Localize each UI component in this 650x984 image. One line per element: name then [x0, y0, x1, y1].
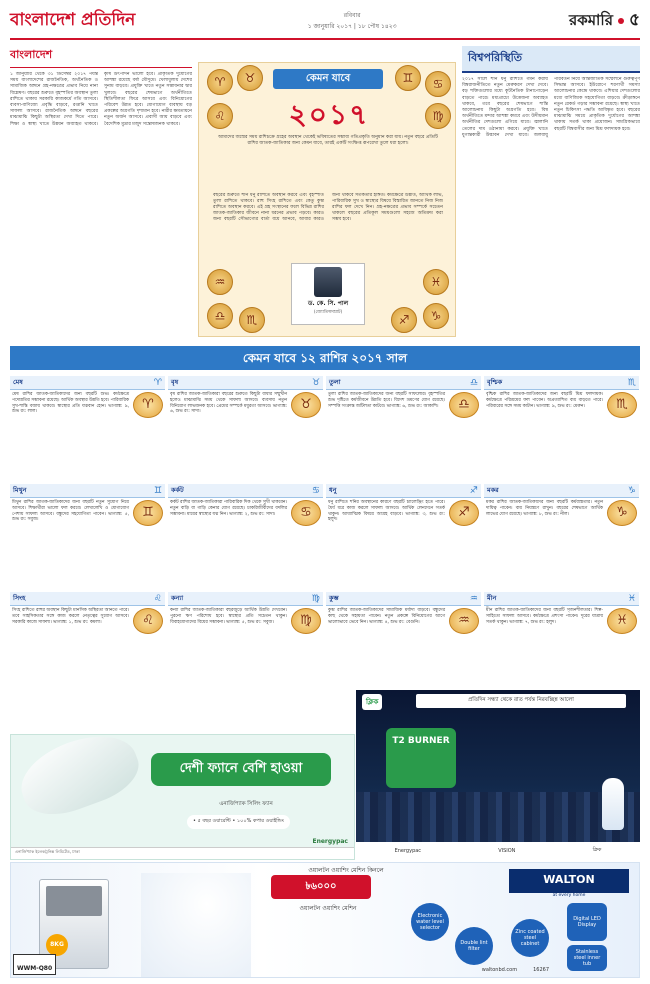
fan-address-strip: এনার্জিপ্যাক ইলেকট্রনিক্স লিমিটেড, ঢাকা [11, 847, 354, 859]
sagittarius-picture-icon: ♐ [449, 500, 479, 526]
capricorn-icon: ♑ [627, 485, 636, 496]
weekday: রবিবার [343, 12, 361, 19]
price-badge: ৳৬০০০ [271, 875, 371, 899]
sign-name: মকর [487, 486, 499, 494]
sign-name: মিথুন [13, 486, 27, 494]
left-body: ১ জানুয়ারি থেকে ৩১ ডিসেম্বর ২০১৭ পর্যন্ত সময় বাংলাদেশের রাজনৈতিক, অর্থনৈতিক ও সামাজিক অঙ্গনে গ্রহ-নক্ষত্রের প্রভাব নিয়ে নানা বিশ্লেষণ। বছরের শুরুতে বৃহস্পতির অবস্থান তুলা রাশিতে থাকায় সরকারি কাজকর্মে গতি আসবে। ব্যবসা-বাণিজ্যে প্রবৃদ্ধি বাড়বে, রপ্তানি খাতে সাফল্য আসবে। রাজনৈতিক অঙ্গনে বছরের মাঝামাঝি কিছুটা অস্থিরতা দেখা দিতে পারে। শিক্ষা ও স্বাস্থ্য খাতে উন্নয়ন অব্যাহত থাকবে। কৃষি উৎপাদন ভালো হবে। প্রাকৃতিক দুর্যোগের আশঙ্কা রয়েছে বর্ষা মৌসুমে। খেলাধুলায় দেশের সুনাম বাড়বে। প্রযুক্তি খাতে নতুন সম্ভাবনার দ্বার খুলবে। বছরের শেষভাগে অর্থনীতিতে স্থিতিশীলতা ফিরে আসবে এবং বিনিয়োগের পরিবেশ উন্নত হবে। যোগাযোগ ব্যবস্থায় বড় প্রকল্পের অগ্রগতি দৃশ্যমান হবে। নারীর ক্ষমতায়নে নতুন অর্জন আসবে। প্রবাসী আয় বাড়বে এবং বৈদেশিক মুদ্রার মজুদ সন্তোষজনক থাকবে। [10, 72, 192, 127]
washing-machine-title: ওয়ালটন ওয়াশিং মেশিন [299, 905, 357, 912]
sign-text: মেষ রাশির জাতক-জাতিকাদের জন্য বছরটি শুভ। কর্মক্ষেত্রে পদোন্নতির সম্ভাবনা রয়েছে। আর্থিক অবস্থার উন্নতি হবে। পারিবারিক সুখ-শান্তি বজায় থাকবে। স্বাস্থ্যের প্রতি যত্নবান হোন। ভাগ্যাঙ্ক: ৯, শুভ রং: লাল। [12, 392, 129, 415]
model-name: WWM-Q80 [17, 965, 53, 972]
issue-date: ১ জানুয়ারি ২০১৭ | ১৮ পৌষ ১৪২৩ [307, 23, 397, 30]
walton-footer [482, 967, 549, 973]
bulb-icon [602, 778, 624, 830]
horoscope-feature [198, 62, 456, 337]
libra-icon: ♎ [469, 377, 478, 388]
scorpio-icon: ♏ [627, 377, 636, 388]
feature-zinc-cabinet: Zinc coated steel cabinet [511, 919, 549, 957]
walton-website: waltonbd.com [481, 967, 518, 973]
cancer-picture-icon: ♋ [291, 500, 321, 526]
zodiac-cancer-icon: ♋ [425, 71, 451, 97]
sign-scorpio [484, 376, 639, 480]
aries-icon: ♈ [153, 377, 162, 388]
right-heading: বিশ্বপরিস্থিতি [462, 46, 640, 73]
cancer-icon: ♋ [311, 485, 320, 496]
sign-text: মিথুন রাশির জাতক-জাতিকাদের জন্য বছরটি নতুন সুযোগ নিয়ে আসবে। শিক্ষার্থীরা ভালো ফল করবে। লেখালেখি ও যোগাযোগ পেশায় সাফল্য আসবে। বন্ধুদের সহযোগিতা পাবেন। ভাগ্যাঙ্ক: ৫, শুভ রং: সবুজ। [12, 500, 129, 523]
right-body: ২০১৭ সালে শনি ধনু রাশিতে গমন করায় বিশ্বরাজনীতিতে নতুন মেরুকরণ দেখা দেবে। বড় শক্তিগুলোর মধ্যে কূটনৈতিক টানাপোড়েন বাড়তে পারে। মধ্যপ্রাচ্যে উত্তেজনা অব্যাহত থাকবে, তবে বছরের শেষভাগে শান্তি আলোচনায় কিছুটা অগ্রগতি হবে। বিশ্ব অর্থনীতিতে মন্দার আশঙ্কা কমবে এবং উদীয়মান অর্থনীতির দেশগুলো এগিয়ে যাবে। জ্বালানি তেলের দাম ওঠানামা করবে। প্রযুক্তি খাতে যুগান্তকারী উদ্ভাবন দেখা যাবে। জলবায়ু পরিবর্তন নিয়ে আন্তর্জাতিক সম্মেলনে গুরুত্বপূর্ণ সিদ্ধান্ত আসবে। ইউরোপে শরণার্থী সমস্যা আলোচনার কেন্দ্রে থাকবে। এশিয়ার দেশগুলোর মধ্যে বাণিজ্যিক সহযোগিতা বাড়বে। ক্রীড়াঙ্গনে নতুন রেকর্ড গড়ার সম্ভাবনা রয়েছে। স্বাস্থ্য খাতে নতুন চিকিৎসা পদ্ধতি আবিষ্কৃত হবে। বছরের মাঝামাঝি সময়ে প্রাকৃতিক দুর্যোগের আশঙ্কা থাকায় সতর্ক থাকা প্রয়োজন। সামগ্রিকভাবে বছরটি বিশ্ববাসীর জন্য মিশ্র ফলদায়ক হবে। [462, 77, 640, 138]
sign-text: মকর রাশির জাতক-জাতিকাদের জন্য বছরটি কর্মব্যস্ততার। নতুন দায়িত্ব পাবেন। ব্যয় নিয়ন্ত্রণে রাখুন। বছরের শেষভাগে আর্থিক লাভের যোগ রয়েছে। ভাগ্যাঙ্ক: ৮, শুভ রং: নীল। [486, 500, 603, 517]
leo-picture-icon: ♌ [133, 608, 163, 634]
astrologer-name: ড. কে. সি. পাল [307, 300, 349, 307]
sign-capricorn [484, 484, 639, 588]
burner-footer [356, 842, 640, 860]
virgo-picture-icon: ♍ [291, 608, 321, 634]
masthead-rule [10, 38, 640, 40]
taurus-picture-icon: ♉ [291, 392, 321, 418]
fan-blade-picture [11, 734, 146, 826]
sagittarius-icon: ♐ [469, 485, 478, 496]
gemini-icon: ♊ [153, 485, 162, 496]
right-column [462, 46, 640, 342]
section-name: রকমারি [568, 10, 613, 29]
zodiac-scorpio-icon: ♏ [239, 307, 265, 333]
burner-tagline: প্রতিদিন সন্ধ্যা থেকে রাত পর্যন্ত নিরবচ্ছিন্ন আলো [416, 694, 626, 708]
capricorn-picture-icon: ♑ [607, 500, 637, 526]
virgo-icon: ♍ [311, 593, 320, 604]
sign-text: কর্কট রাশির জাতক-জাতিকারা পারিবারিক দিক থেকে সুখী থাকবেন। নতুন বাড়ি বা গাড়ি কেনার যোগ রয়েছে। চাকরিজীবীদের বদলির সম্ভাবনা। মায়ের স্বাস্থ্যের যত্ন নিন। ভাগ্যাঙ্ক: ২, শুভ রং: সাদা। [170, 500, 287, 517]
sign-name: ধনু [329, 486, 337, 494]
sign-text: বৃশ্চিক রাশির জাতক-জাতিকাদের জন্য বছরটি মিশ্র ফলদায়ক। কর্মক্ষেত্রে পরিশ্রমের ফল পাবেন। অপ্রত্যাশিত ব্যয় বাড়তে পারে। পরিবারের সঙ্গে সময় কাটান। ভাগ্যাঙ্ক: ৯, শুভ রং: মেরুন। [486, 392, 603, 409]
fan-features: • ৫ বছর ওয়ারেন্টি • ১০০% কপার ওয়াইন্ডিং [187, 815, 290, 829]
sign-aries [10, 376, 165, 480]
pisces-picture-icon: ♓ [607, 608, 637, 634]
pisces-icon: ♓ [627, 593, 636, 604]
sign-libra [326, 376, 481, 480]
feature-intro: আমাদের জন্মের সময় রাশিচক্রে গ্রহের অবস্থান থেকেই ভবিষ্যতের সম্ভাব্য গতিপ্রকৃতি অনুমান করা যায়। নতুন বছরে প্রতিটি রাশির জাতক-জাতিকার জন্য কেমন যাবে, তারই একটি সংক্ষিপ্ত রূপরেখা তুলে ধরা হলো। [218, 135, 438, 146]
aries-picture-icon: ♈ [133, 392, 163, 418]
sign-name: মীন [487, 594, 497, 602]
t2-burner-badge: T2 BURNER [386, 728, 456, 788]
zodiac-gemini-icon: ♊ [395, 65, 421, 91]
zodiac-pisces-icon: ♓ [423, 269, 449, 295]
feature-water-level: Electronic water level selector [411, 903, 449, 941]
left-heading: বাংলাদেশ [10, 46, 192, 68]
walton-tagline: at every home [552, 893, 586, 898]
astrologer-box [291, 263, 365, 325]
date-line [292, 10, 412, 32]
feature-title: কেমন যাবে [273, 69, 383, 89]
sign-gemini [10, 484, 165, 588]
scorpio-picture-icon: ♏ [607, 392, 637, 418]
fan-slogan: দেশী ফ্যানে বেশি হাওয়া [151, 753, 331, 786]
sign-aquarius [326, 592, 481, 686]
astrologer-photo [314, 267, 342, 297]
sign-pisces [484, 592, 639, 686]
zodiac-libra-icon: ♎ [207, 303, 233, 329]
sign-text: বৃষ রাশির জাতক-জাতিকারা বছরের শুরুতে কিছুটা বাধার সম্মুখীন হলেও মাঝামাঝি সময় থেকে সাফল্য আসবে। ব্যবসায় নতুন বিনিয়োগ লাভজনক হবে। প্রেমের সম্পর্কে মধুরতা আসবে। ভাগ্যাঙ্ক: ৬, শুভ রং: সাদা। [170, 392, 287, 415]
zodiac-capricorn-icon: ♑ [423, 303, 449, 329]
sign-text: ধনু রাশিতে শনির অবস্থানের কারণে বছরটি চ্যালেঞ্জিং হতে পারে। ধৈর্য ধরে কাজ করলে সাফল্য আসবে। আর্থিক লেনদেনে সতর্ক থাকুন। আধ্যাত্মিক বিষয়ে আগ্রহ বাড়বে। ভাগ্যাঙ্ক: ৩, শুভ রং: হলুদ। [328, 500, 445, 523]
zodiac-taurus-icon: ♉ [237, 65, 263, 91]
sign-name: কন্যা [171, 594, 184, 602]
feature-year: ২০১৭ [288, 98, 370, 131]
sign-cancer [168, 484, 323, 588]
footer-brand: ক্লিক [592, 847, 602, 853]
sign-name: বৃশ্চিক [487, 378, 503, 386]
sign-text: সিংহ রাশিতে রাহুর অবস্থান কিছুটা মানসিক অস্থিরতা আনতে পারে। তবে সাহসিকতার সঙ্গে কাজ করলে নেতৃত্বের সুযোগ আসবে। সরকারি কাজে সাফল্য। ভাগ্যাঙ্ক: ১, শুভ রং: কমলা। [12, 608, 129, 625]
masthead [10, 6, 640, 36]
aquarius-picture-icon: ♒ [449, 608, 479, 634]
leo-icon: ♌ [153, 593, 162, 604]
walton-offer: ওয়ালটন ওয়াশিং মেশিন কিনলে [308, 867, 384, 874]
footer-brand: Energypac [394, 848, 422, 854]
washer-lid [46, 886, 102, 916]
walton-hotline: 16267 [533, 967, 549, 973]
feature-led-display: Digital LED Display [567, 903, 607, 941]
feature-steel-tub: Stainless steel inner tub [567, 945, 607, 971]
sign-text: তুলা রাশির জাতক-জাতিকাদের জন্য বছরটি সাফল্যের। বৃহস্পতির শুভ দৃষ্টিতে কর্মজীবনে উন্নতি হবে। বিদেশ ভ্রমণের যোগ রয়েছে। সম্পত্তি সংক্রান্ত জটিলতা কাটবে। ভাগ্যাঙ্ক: ৬, শুভ রং: আকাশি। [328, 392, 445, 409]
sign-taurus [168, 376, 323, 480]
city-skyline-picture [356, 792, 640, 842]
energypac-logo: Energypac [312, 838, 348, 845]
sign-name: মেষ [13, 378, 23, 386]
sign-name: কর্কট [171, 486, 184, 494]
walton-advertisement [10, 862, 640, 978]
zodiac-leo-icon: ♌ [207, 103, 233, 129]
walton-logo: WALTON [509, 869, 629, 893]
sign-text: কুম্ভ রাশির জাতক-জাতিকাদের সামাজিক মর্যাদা বাড়বে। বন্ধুদের কাছ থেকে সহায়তা পাবেন। নতুন প্রকল্পে বিনিয়োগের আগে ভালোভাবে ভেবে নিন। ভাগ্যাঙ্ক: ৪, শুভ রং: বেগুনি। [328, 608, 445, 625]
aquarius-icon: ♒ [469, 593, 478, 604]
gemini-picture-icon: ♊ [133, 500, 163, 526]
left-column [10, 46, 192, 342]
dot-separator [618, 18, 624, 24]
sign-name: সিংহ [13, 594, 26, 602]
sign-text: মীন রাশির জাতক-জাতিকাদের জন্য বছরটি সৃজনশীলতার। শিল্প-সাহিত্যে সাফল্য আসবে। কর্মক্ষেত্রে প্রশংসা পাবেন। দূরের যাত্রায় সতর্ক থাকুন। ভাগ্যাঙ্ক: ৭, শুভ রং: হলুদ। [486, 608, 603, 625]
sign-name: তুলা [329, 378, 341, 386]
twelve-signs-banner: কেমন যাবে ১২ রাশির ২০১৭ সাল [10, 346, 640, 370]
model-box [13, 954, 56, 975]
newspaper-brand: বাংলাদেশ প্রতিদিন [10, 10, 136, 30]
sign-text: কন্যা রাশির জাতক-জাতিকারা বছরজুড়ে আর্থিক উন্নতি দেখবেন। পুরনো ঋণ পরিশোধ হবে। স্বাস্থ্যের প্রতি সচেতন থাকুন। বিবাহযোগ্যদের বিয়ের সম্ভাবনা। ভাগ্যাঙ্ক: ৫, শুভ রং: সবুজ। [170, 608, 287, 625]
sign-name: কুম্ভ [329, 594, 339, 602]
sign-leo [10, 592, 165, 688]
zodiac-aquarius-icon: ♒ [207, 269, 233, 295]
footer-brand: VISION [498, 848, 516, 854]
zodiac-virgo-icon: ♍ [425, 103, 451, 129]
zodiac-aries-icon: ♈ [207, 69, 233, 95]
feature-lint-filter: Double lint filter [455, 927, 493, 965]
libra-picture-icon: ♎ [449, 392, 479, 418]
model-person-picture [141, 873, 251, 977]
astrologer-title: (জ্যোতিষসম্রাট) [313, 310, 343, 315]
page-number: ৫ [628, 10, 640, 30]
fan-advertisement [10, 734, 355, 860]
sign-sagittarius [326, 484, 481, 588]
taurus-icon: ♉ [311, 377, 320, 388]
sign-virgo [168, 592, 323, 688]
feature-body: বছরের শুরুতে শনি ধনু রাশিতে অবস্থান করবে এবং বৃহস্পতি তুলা রাশিতে থাকবে। রাহু সিংহ রাশিতে এবং কেতু কুম্ভ রাশিতে অবস্থান করবে। এই গ্রহ সংস্থানের ফলে বিভিন্ন রাশির জাতক-জাতিকার জীবনে নানা ধরনের প্রভাব পড়বে। কারও জন্য বছরটি সৌভাগ্যের বার্তা বয়ে আনবে, আবার কারও জন্য থাকবে সতর্কতার ইঙ্গিত। কর্মক্ষেত্রে উন্নতি, আর্থিক লাভ, পারিবারিক সুখ ও স্বাস্থ্যের বিষয়ে বিস্তারিত জানতে নিজ নিজ রাশির ফল দেখে নিন। গ্রহ-নক্ষত্রের প্রভাব সম্পর্কে সচেতন থাকলে বছরের প্রতিকূল সময়গুলো সহজে অতিক্রম করা সম্ভব হবে। [213, 193, 443, 222]
fan-subtitle: এনার্জিপ্যাক সিলিং ফ্যান [219, 801, 273, 807]
sign-name: বৃষ [171, 378, 179, 386]
click-logo: ক্লিক [362, 694, 382, 710]
burner-advertisement [356, 690, 640, 860]
capacity-badge: 8KG [46, 934, 68, 956]
section-label [569, 7, 640, 35]
zodiac-sagittarius-icon: ♐ [391, 307, 417, 333]
